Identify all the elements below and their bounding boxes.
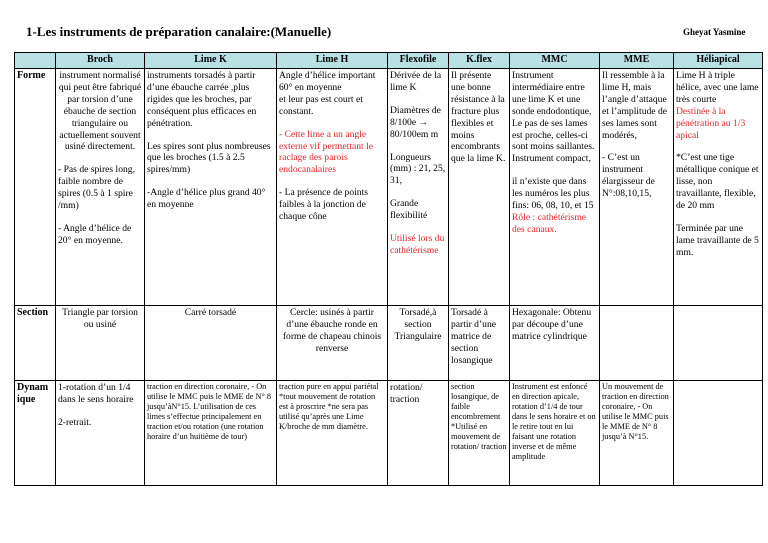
col-header-mme: MME (600, 53, 674, 69)
cell-dynamique-mme: Un mouvement de traction en direction coronaire, - On utilise le MMC puis le MME de N° 8 jusqu’à N°15. (600, 381, 674, 486)
col-header-flexofile: Flexofile (388, 53, 449, 69)
col-header-mmc: MMC (510, 53, 600, 69)
cell-dynamique-kflex: section losangique, de faible encombrement *Utilisé en mouvement de rotation/ traction (449, 381, 510, 486)
cell-dynamique-lime-k: traction en direction coronaire, - On utilise le MMC puis le MME de N° 8 jusqu’àN°15. L’utilisation de ces limes s’effectue principalement en traction et/ou rotation (une rotation horaire d’un huitième de tour) (145, 381, 277, 486)
cell-dynamique-mmc: Instrument est enfoncé en direction apicale, rotation d’1/4 de tour dans le sens horaire et on le retire tout en lui faisant une rotation inverse et de même amplitude (510, 381, 600, 486)
col-header-kflex: K.flex (449, 53, 510, 69)
cell-section-mme (600, 306, 674, 381)
col-header-lime-k: Lime K (145, 53, 277, 69)
table-row-dynamique (15, 381, 763, 486)
cell-forme-flexofile: Dérivée de la lime K Diamètres de 8/100e → 80/100em m Longueurs (mm) : 21, 25, 31, Grande flexibilité Utilisé lors du cathétérisme (388, 69, 449, 306)
col-header-broch: Broch (56, 53, 145, 69)
cell-forme-broch: instrument normalisé qui peut être fabriqué par torsion d’une ébauche de section triangulaire ou actuellement souvent usiné directement. - Pas de spires long, faible nombre de spires (0.5 à 1 spire /mm) - Angle d’hélice de 20° en moyenne. (56, 69, 145, 306)
cell-section-broch: Triangle par torsion ou usiné (56, 306, 145, 381)
col-header-lime-h: Lime H (277, 53, 388, 69)
cell-section-flexofile: Torsadé,à section Triangulaire (388, 306, 449, 381)
col-header-heliapical: Héliapical (674, 53, 763, 69)
cell-section-heliapical (674, 306, 763, 381)
cell-section-mmc: Hexagonale: Obtenu par découpe d’une matrice cylindrique (510, 306, 600, 381)
cell-forme-mme: Il ressemble à la lime H, mais l’angle d’attaque et l’amplitude de ses lames sont modérés, - C’est un instrument élargisseur de N°:08,10,15, (600, 69, 674, 306)
header-corner (15, 53, 56, 69)
page-title: 1-Les instruments de préparation canalaire:(Manuelle) (26, 24, 332, 39)
table-header-row (15, 53, 763, 69)
cell-dynamique-broch: 1-rotation d’un 1/4 dans le sens horaire 2-retrait. (56, 381, 145, 486)
author-name: Gheyat Yasmine (683, 27, 746, 37)
cell-forme-lime-k: instruments torsadés à partir d’une ébauche carrée ,plus rigides que les broches, par conséquent plus efficaces en pénétration. Les spires sont plus nombreuses que les broches (1.5 à 2.5 spires/mm) -Angle d’hélice plus grand 40° en moyenne (145, 69, 277, 306)
cell-forme-kflex: Il présente une bonne résistance à la fracture plus flexibles et moins encombrants que la lime K. (449, 69, 510, 306)
row-label-dynamique: Dynam ique (15, 381, 56, 486)
cell-dynamique-heliapical (674, 381, 763, 486)
row-label-section: Section (15, 306, 56, 381)
table-row-section (15, 306, 763, 381)
row-label-forme: Forme (15, 69, 56, 306)
cell-forme-lime-h: Angle d’hélice important 60° en moyenne et leur pas est court et constant. - Cette lime a un angle externe vif permettant le raclage des parois endocanalaires - La présence de points faibles à la jonction de chaque cône (277, 69, 388, 306)
cell-dynamique-flexofile: rotation/ traction (388, 381, 449, 486)
cell-forme-heliapical: Lime H à triple hélice, avec une lame très courte Destinée à la pénétration au 1/3 apical *C’est une tige métallique conique et lisse, non travaillante, flexible, de 20 mm Terminée par une lame travaillante de 5 mm. (674, 69, 763, 306)
cell-section-kflex: Torsadé à partir d’une matrice de section losangique (449, 306, 510, 381)
cell-dynamique-lime-h: traction pure en appui pariétal *tout mouvement de rotation est à proscrire *ne sera pas utilisé qu’après une Lime K/broche de mm diamètre. (277, 381, 388, 486)
table-row-forme (15, 69, 763, 306)
cell-forme-mmc: Instrument intermédiaire entre une lime K et une sonde endodontique, Le pas de ses lames est proche, celles-ci sont moins saillantes. Instrument compact, il n’existe que dans les numéros les plus fins: 06, 08, 10, et 15 Rôle : cathétérisme des canaux. (510, 69, 600, 306)
cell-section-lime-h: Cercle: usinés à partir d’une ébauche ronde en forme de chapeau chinois renverse (277, 306, 388, 381)
instruments-table (14, 52, 763, 486)
cell-section-lime-k: Carré torsadé (145, 306, 277, 381)
